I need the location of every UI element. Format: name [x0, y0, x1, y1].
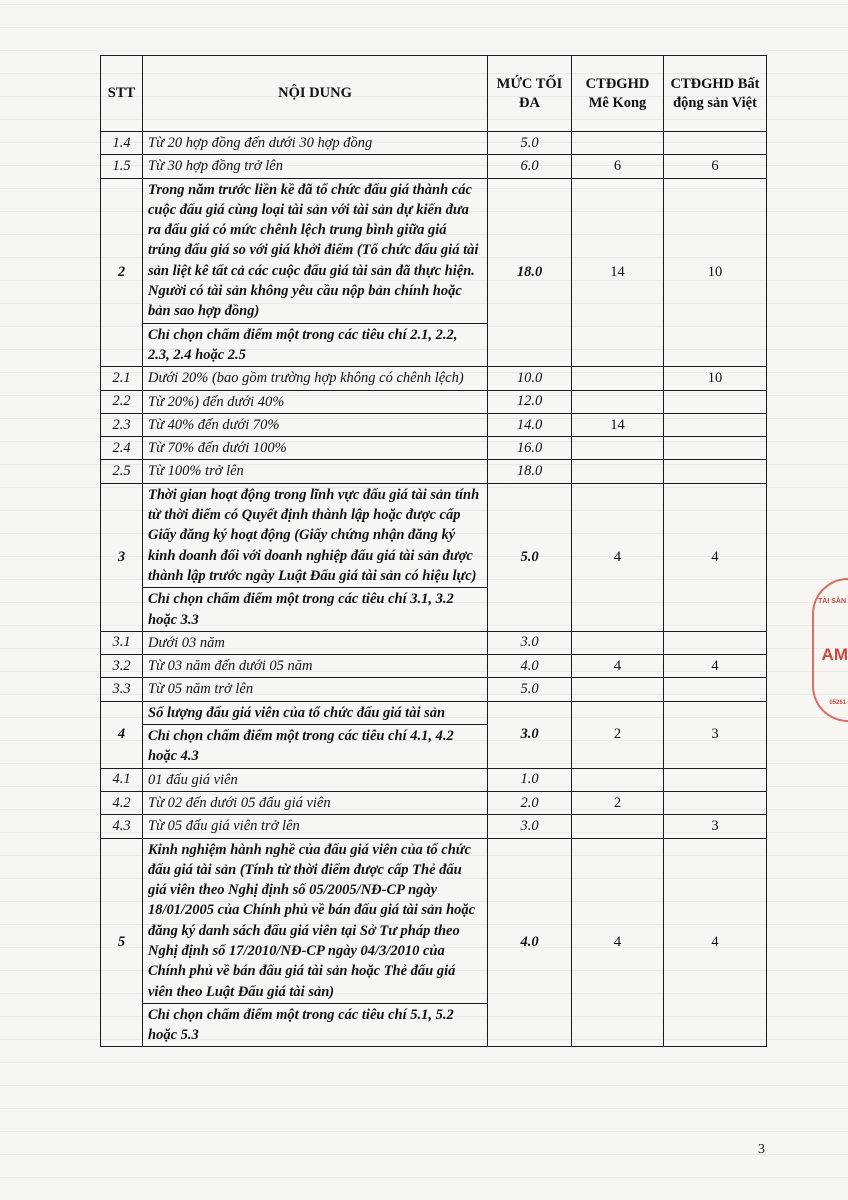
row-max: 1.0 — [488, 768, 572, 791]
row-content: Từ 20%) đến dưới 40% — [143, 390, 488, 413]
row-score-mekong — [572, 678, 664, 701]
table-header-row — [101, 56, 767, 132]
row-score-mekong: 6 — [572, 155, 664, 178]
table-row — [101, 838, 767, 1003]
table-row — [101, 178, 767, 323]
row-content: Dưới 03 năm — [143, 631, 488, 654]
stamp-text-top: TÀI SẢN — [818, 598, 846, 605]
row-score-bds: 10 — [664, 367, 767, 390]
row-max: 10.0 — [488, 367, 572, 390]
row-score-mekong — [572, 460, 664, 483]
row-score-mekong — [572, 815, 664, 838]
row-score-mekong: 4 — [572, 483, 664, 631]
stamp-text-mid: AM — [821, 645, 848, 664]
row-max: 4.0 — [488, 655, 572, 678]
table-row — [101, 390, 767, 413]
row-score-mekong: 4 — [572, 838, 664, 1047]
row-stt: 2.1 — [101, 367, 143, 390]
row-score-bds — [664, 791, 767, 814]
row-stt: 4.2 — [101, 791, 143, 814]
row-stt: 2.4 — [101, 437, 143, 460]
table-row — [101, 483, 767, 587]
header-stt: STT — [101, 56, 143, 132]
header-mekong: CTĐGHD Mê Kong — [572, 56, 664, 132]
row-stt: 2.2 — [101, 390, 143, 413]
row-max: 3.0 — [488, 701, 572, 768]
table-row — [101, 791, 767, 814]
row-score-bds — [664, 768, 767, 791]
row-score-mekong — [572, 132, 664, 155]
row-stt: 2.3 — [101, 413, 143, 436]
row-content: Từ 40% đến dưới 70% — [143, 413, 488, 436]
row-max: 18.0 — [488, 460, 572, 483]
table-row — [101, 701, 767, 724]
row-score-mekong — [572, 367, 664, 390]
row-score-bds — [664, 460, 767, 483]
row-max: 6.0 — [488, 155, 572, 178]
table-row — [101, 631, 767, 654]
row-content: Từ 30 hợp đồng trở lên — [143, 155, 488, 178]
row-score-bds — [664, 678, 767, 701]
row-content: Thời gian hoạt động trong lĩnh vực đấu giá tài sản tính từ thời điểm có Quyết định thành lập hoặc được cấp Giấy đăng ký hoạt động (Giấy chứng nhận đăng ký kinh doanh đối với doanh nghiệp đấu giá tài sản được thành lập trước ngày Luật Đấu giá tài sản có hiệu lực) — [143, 483, 488, 587]
row-note: Chỉ chọn chấm điểm một trong các tiêu chí 4.1, 4.2 hoặc 4.3 — [143, 725, 488, 769]
table-row — [101, 815, 767, 838]
header-noi-dung: NỘI DUNG — [143, 56, 488, 132]
row-stt: 2 — [101, 178, 143, 367]
table-row — [101, 155, 767, 178]
row-max: 14.0 — [488, 413, 572, 436]
row-score-bds — [664, 132, 767, 155]
row-stt: 3.3 — [101, 678, 143, 701]
row-score-mekong: 14 — [572, 413, 664, 436]
row-score-bds: 10 — [664, 178, 767, 367]
row-score-bds — [664, 631, 767, 654]
row-score-bds: 6 — [664, 155, 767, 178]
row-stt: 1.5 — [101, 155, 143, 178]
row-score-bds: 4 — [664, 838, 767, 1047]
row-score-mekong: 4 — [572, 655, 664, 678]
row-content: Trong năm trước liền kề đã tổ chức đấu giá thành các cuộc đấu giá cùng loại tài sản với tài sản dự kiến đưa ra đấu giá có mức chênh lệch trung bình giữa giá trúng đấu giá so với giá khởi điểm (Tổ chức đấu giá tài sản liệt kê tất cả các cuộc đấu giá tài sản đã thực hiện. Người có tài sản không yêu cầu nộp bản chính hoặc bản sao hợp đồng) — [143, 178, 488, 323]
row-max: 2.0 — [488, 791, 572, 814]
row-content: Số lượng đấu giá viên của tổ chức đấu giá tài sản — [143, 701, 488, 724]
row-score-bds — [664, 437, 767, 460]
row-content: Từ 05 đấu giá viên trở lên — [143, 815, 488, 838]
row-stt: 3 — [101, 483, 143, 631]
row-score-mekong — [572, 768, 664, 791]
row-note: Chỉ chọn chấm điểm một trong các tiêu chí 2.1, 2.2, 2.3, 2.4 hoặc 2.5 — [143, 323, 488, 367]
row-score-mekong: 14 — [572, 178, 664, 367]
row-content: 01 đấu giá viên — [143, 768, 488, 791]
row-max: 16.0 — [488, 437, 572, 460]
row-content: Dưới 20% (bao gồm trường hợp không có chênh lệch) — [143, 367, 488, 390]
table-row — [101, 367, 767, 390]
row-score-bds — [664, 413, 767, 436]
row-content: Từ 70% đến dưới 100% — [143, 437, 488, 460]
row-max: 18.0 — [488, 178, 572, 367]
row-score-bds: 3 — [664, 701, 767, 768]
row-content: Kinh nghiệm hành nghề của đấu giá viên của tổ chức đấu giá tài sản (Tính từ thời điểm được cấp Thẻ đấu giá viên theo Nghị định số 05/2005/NĐ-CP ngày 18/01/2005 của Chính phủ về bán đấu giá tài sản hoặc đăng ký danh sách đấu giá viên tại Sở Tư pháp theo Nghị định số 17/2010/NĐ-CP ngày 04/3/2010 của Chính phủ về bán đấu giá tài sản hoặc Thẻ đấu giá viên theo Luật Đấu giá tài sản) — [143, 838, 488, 1003]
row-score-mekong: 2 — [572, 701, 664, 768]
table-row — [101, 413, 767, 436]
row-content: Từ 02 đến dưới 05 đấu giá viên — [143, 791, 488, 814]
row-max: 5.0 — [488, 483, 572, 631]
row-stt: 1.4 — [101, 132, 143, 155]
row-score-bds: 4 — [664, 483, 767, 631]
row-content: Từ 20 hợp đồng đến dưới 30 hợp đồng — [143, 132, 488, 155]
row-stt: 4 — [101, 701, 143, 768]
row-stt: 4.3 — [101, 815, 143, 838]
row-note: Chỉ chọn chấm điểm một trong các tiêu chí 5.1, 5.2 hoặc 5.3 — [143, 1003, 488, 1047]
page-number: 3 — [758, 1142, 765, 1157]
row-score-bds — [664, 390, 767, 413]
row-max: 3.0 — [488, 815, 572, 838]
row-max: 5.0 — [488, 132, 572, 155]
row-content: Từ 100% trở lên — [143, 460, 488, 483]
row-stt: 3.1 — [101, 631, 143, 654]
row-score-mekong — [572, 631, 664, 654]
table-row — [101, 655, 767, 678]
row-score-mekong — [572, 390, 664, 413]
row-content: Từ 05 năm trở lên — [143, 678, 488, 701]
table-row — [101, 437, 767, 460]
row-max: 12.0 — [488, 390, 572, 413]
row-stt: 3.2 — [101, 655, 143, 678]
row-stt: 5 — [101, 838, 143, 1047]
row-note: Chỉ chọn chấm điểm một trong các tiêu chí 3.1, 3.2 hoặc 3.3 — [143, 588, 488, 632]
stamp-text-bottom: 05261 — [829, 700, 846, 706]
table-row — [101, 678, 767, 701]
row-score-mekong — [572, 437, 664, 460]
row-score-bds: 4 — [664, 655, 767, 678]
row-max: 4.0 — [488, 838, 572, 1047]
row-max: 3.0 — [488, 631, 572, 654]
row-stt: 4.1 — [101, 768, 143, 791]
row-stt: 2.5 — [101, 460, 143, 483]
row-score-bds: 3 — [664, 815, 767, 838]
scoring-table — [100, 55, 767, 1047]
row-score-mekong: 2 — [572, 791, 664, 814]
table-row — [101, 768, 767, 791]
table-row — [101, 460, 767, 483]
header-muc-toi-da: MỨC TỐI ĐA — [488, 56, 572, 132]
header-bds-viet: CTĐGHD Bất động sản Việt — [664, 56, 767, 132]
row-max: 5.0 — [488, 678, 572, 701]
row-content: Từ 03 năm đến dưới 05 năm — [143, 655, 488, 678]
table-row — [101, 132, 767, 155]
